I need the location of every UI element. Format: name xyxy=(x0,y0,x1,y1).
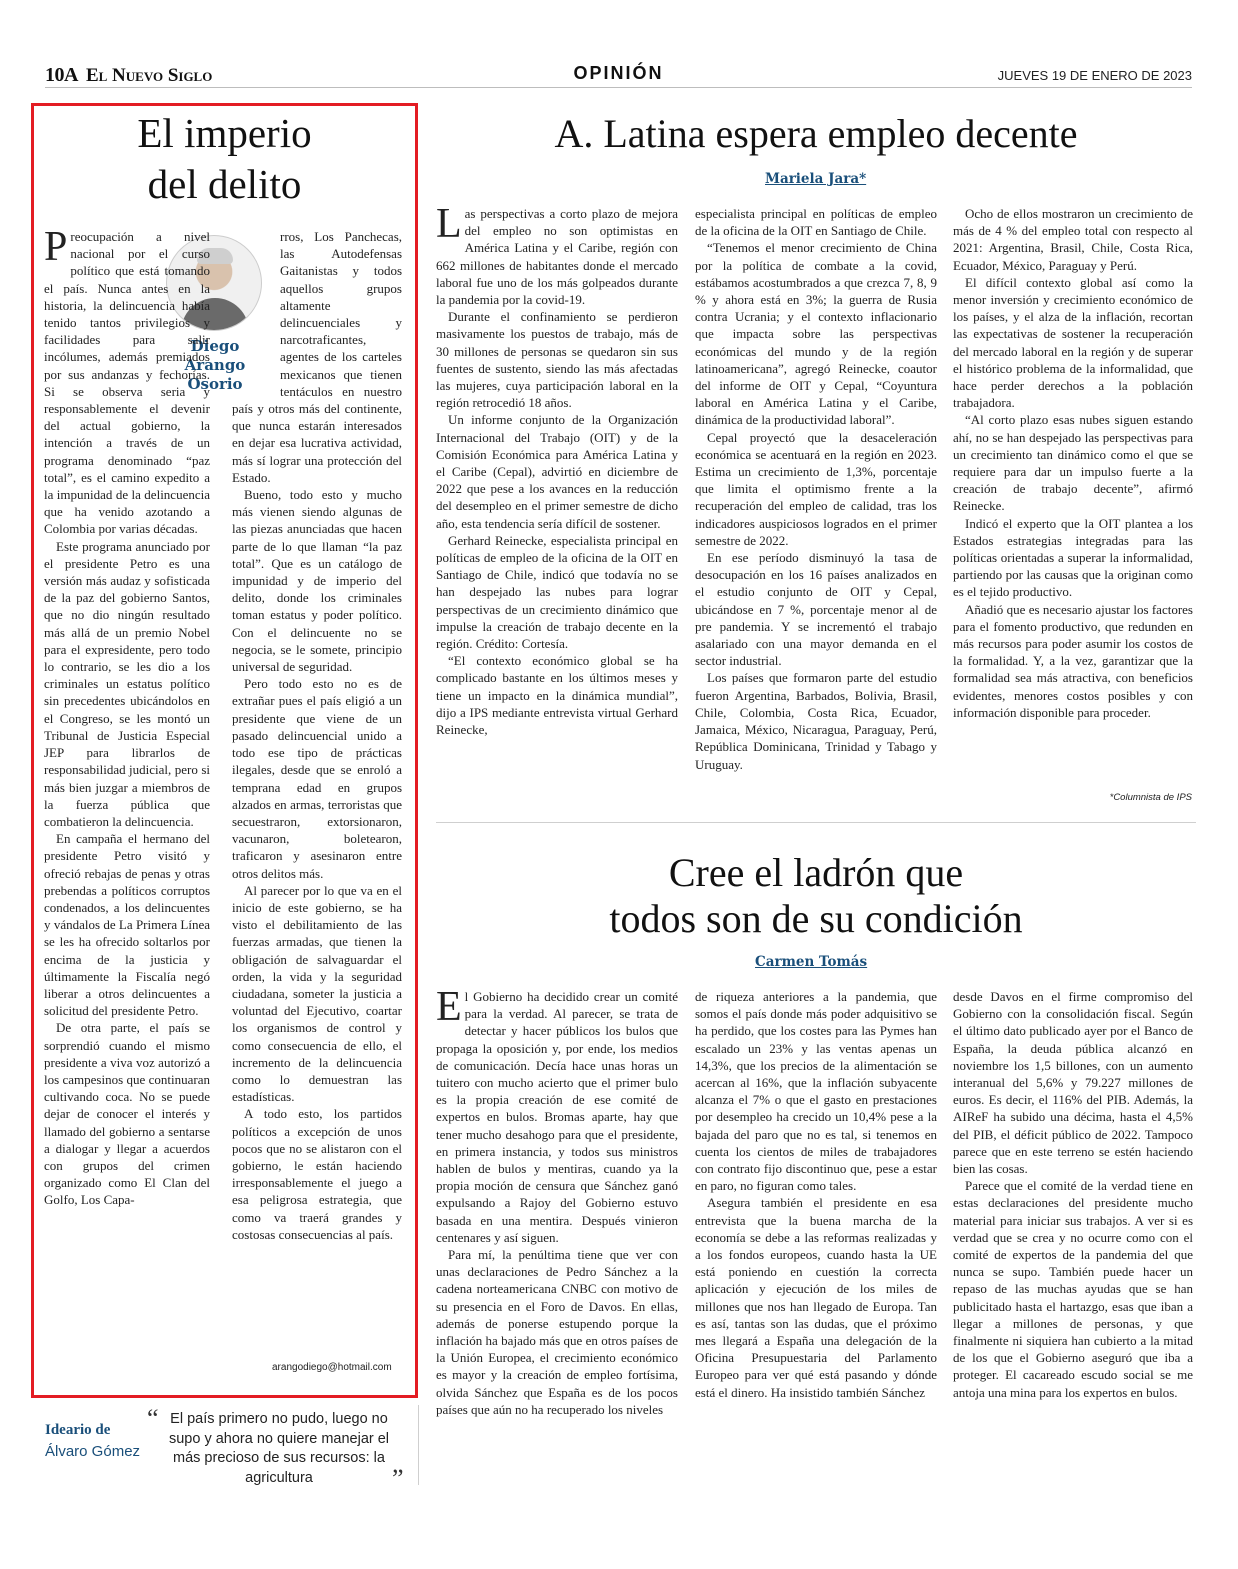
a1-col3-p3: “Al corto plazo esas nubes siguen estando ahí, no se han despejado las perspectivas para un crecimiento tan dinámico como el que se requiere para dar un impulso fuerte a la creación de trabajo decente”, afirmó Reinecke. xyxy=(953,412,1193,514)
a2-col2-p1: de riqueza anteriores a la pandemia, que somos el país donde más poder adquisitivo se ha perdido, que los costes para las Pymes han escalado un 23% y las ventas apenas un 14,3%, que los precios de la alimentación se acercan al 16%, que la inflación subyacente alcanza el 7% o que el gasto en prestaciones por desempleo ha crecido un 10,4% pese a la bajada del paro que no es tal, si tenemos en cuenta los cientos de miles de trabajadores con contrato fijo discontinuo que, pese a estar en paro, no figuran como tales. xyxy=(695,989,937,1194)
article1-col-3 xyxy=(953,205,1193,721)
section-title: OPINIÓN xyxy=(573,63,664,83)
masthead: El Nuevo Siglo xyxy=(85,65,213,86)
author-email[interactable]: arangodiego@hotmail.com xyxy=(272,1362,392,1373)
issue-date: JUEVES 19 DE ENERO DE 2023 xyxy=(997,68,1192,83)
article1-byline[interactable]: Mariela Jara* xyxy=(765,171,867,187)
left-col1-p1 xyxy=(44,224,210,538)
ideario-quote: El país primero no pudo, luego no supo y ahora no quiere manejar el más precioso de sus recursos: la agricultura xyxy=(168,1411,390,1486)
article2-title xyxy=(436,850,1196,942)
a2-col1-p2: Para mí, la penúltima tiene que ver con unas declaraciones de Pedro Sánchez a la cadena norteamericana CNBC con motivo de su presencia en el Foro de Davos. En ellas, además de ponerse estupendo porque la inflación ha bajado más que en otros países de la Unión Europea, el crecimiento económico es mayor y la creación de empleo fortísima, olvida Sánchez que España es de los pocos países que aún no ha recuperado los niveles xyxy=(436,1247,678,1417)
a2-col1-p1-text: l Gobierno ha decidido crear un comité para la verdad. Al parecer, se trata de detectar y hacer públicos los bulos que propaga la oposición y, por ende, los medios de comunicación. Decía hace unas horas un tuitero con mucho acierto que el primer bulo es la propia creación de ese comité de expertos en bulos. Bromas aparte, hay que tener mucho desahogo para que el presidente, en primera instancia, y todos sus ministros hablen de bulos y mentiras, cuando ya la propia moción de censura que Sánchez ganó expulsando a Rajoy del Gobierno estuvo basada en una mentira. Después vinieron centenares y así siguen. xyxy=(436,989,678,1245)
a1-col1-p1 xyxy=(436,201,678,308)
a1-col3-p2: El difícil contexto global así como la menor inversión y crecimiento económico de los países, y el alza de la inflación, recortan las expectativas de sostener la recuperación del mercado laboral en la región y de superar el histórico problema de la informalidad, que hace perder derechos a la población trabajadora. xyxy=(953,274,1193,411)
a1-col1-p5: “El contexto económico global se ha complicado bastante en los últimos meses y tiene un impacto en la dinámica mundial”, dijo a IPS mediante entrevista virtual Gerhard Reinecke, xyxy=(436,653,678,738)
page-header xyxy=(45,62,1192,88)
a2-col2-p2: Asegura también el presidente en esa entrevista que la buena marcha de la economía se debe a las reformas realizadas y a los fondos europeos, cuando hasta la UE está poniendo en cuestión la correcta aplicación y ejecución de los miles de millones que nos han llegado de Europa. Tan es así, tantas son las dudas, que el próximo mes llegará a España una delegación de la Oficina Presupuestaria del Parlamento Europeo para ver qué está pasando y dónde está el dinero. Ha insistido también Sánchez xyxy=(695,1195,937,1400)
a1-col2-p3: Cepal proyectó que la desaceleración económica se acentuará en la región en 2023. Estima un crecimiento de 1,3%, porcentaje que limita el optimismo frente a la recuperación del empleo de calidad, tras los indicadores auspiciosos logrados en el primer semestre de 2022. xyxy=(695,429,937,548)
quote-close-icon: ” xyxy=(392,1464,404,1493)
a1-col2-p1: especialista principal en políticas de empleo de la oficina de la OIT en Santiago de Chile. xyxy=(695,206,937,239)
left-col-1 xyxy=(44,224,210,1209)
column-title xyxy=(34,108,415,210)
quote-open-icon: “ xyxy=(147,1404,159,1433)
left-col1-p4: De otra parte, el país se sorprendió cuando el mismo presidente a viva voz autorizó a los campesinos que continuaran cultivando coca. No se puede dejar de conocer el interés y llamado del gobierno a sentarse a dialogar y llegar a acuerdos con grupos del crimen organizado como El Clan del Golfo, Los Capa- xyxy=(44,1020,210,1208)
left-col2-p3: Pero todo esto no es de extrañar pues el país eligió a un presidente que viene de un pasado delincuencial unido a todo ese tipo de prácticas ilegales, desde que se enroló a temprana edad en grupos alzados en armas, terroristas que secuestraron, extorsionaron, vacunaron, boletearon, traficaron y asesinaron entre otros delitos más. xyxy=(232,676,402,881)
column-title-line2: del delito xyxy=(147,161,302,207)
a1-col2-p2: “Tenemos el menor crecimiento de China por la política de combate a la covid, estábamos acostumbrados a que crezca 7, 8, 9 % y ahora está en 3%; la guerra de Rusia contra Ucrania; y el contexto inflacionario que impacta sobre las perspectivas económicas del mundo y de la región latinoamericana”, agregó Reinecke, coautor del informe de OIT y Cepal, “Coyuntura laboral en América Latina y el Caribe, dinámica de la productividad laboral”. xyxy=(695,240,937,428)
a1-col1-p2: Durante el confinamiento se perdieron masivamente los puestos de trabajo, más de 30 millones de personas se quedaron sin sus fuentes de sustento, siendo las más afectadas las mujeres, cuya participación laboral en la región retrocedió 18 años. xyxy=(436,309,678,411)
article2-title-line2: todos son de su condición xyxy=(609,896,1023,941)
author-name: Diego Arango Osorio xyxy=(184,337,246,393)
left-col2-p1: rros, Los Panchecas, las Autodefensas Gaitanistas y todos aquellos grupos altamente delincuenciales y narcotraficantes, agentes de los carteles mexicanos que tienen tentáculos en nuestro país y otros más del continente, que nunca estarán interesados en dejar esa lucrativa actividad, más sí lograr una protección del Estado. xyxy=(232,229,402,485)
vertical-divider xyxy=(418,1405,419,1485)
a1-col2-p4: En ese período disminuyó la tasa de desocupación en los 16 países analizados en el estudio conjunto de OIT y Cepal, ubicándose en 7 %, porcentaje menor al de pre pandemia. Y se incrementó el trabajo asalariado con una mayor demanda en el sector industrial. xyxy=(695,550,937,669)
a2-col3-p2: Parece que el comité de la verdad tiene en estas declaraciones del presidente mucho material para iniciar sus trabajos. A ver si es verdad que se crea y no ocurre como con el comité de expertos de la pandemia del que nunca se supo. También puede hacer un repaso de las muchas ayudas que se han publicitado hasta el hartazgo, esas que iban a llegar a millones de personas, y que finalmente ni siquiera han cubierto a la mitad de los que el Gobierno aseguró que iba a proteger. El cacareado escudo social se me antoja una mina para los expertos en bulos. xyxy=(953,1178,1193,1400)
dropcap: P xyxy=(44,224,68,270)
left-col1-p2: Este programa anunciado por el presidente Petro es una versión más audaz y sofisticada de la paz del gobierno Santos, que no dio ningún resultado más allá de un premio Nobel para el expresidente, pero todo lo contrario, se les dio a los criminales un estatus político sin precedentes ubicándolos en el Congreso, se les montó un Tribunal de Justicia Especial JEP para librarlos de responsabilidad judicial, pero si más bien juzgar a miembros de la fuerza pública que combatieron la delincuencia. xyxy=(44,538,210,829)
left-col1-p3: En campaña el hermano del presidente Petro visitó y ofreció rebajas de penas y otras prebendas a políticos corruptos condenados, a los delincuentes y vándalos de La Primera Línea se les ha ofrecido soltarlos por encima de la justicia y últimamente la Fiscalía negó liberar a otros delincuentes a solicitud del presidente Petro. xyxy=(44,831,210,1019)
page-number: 10A xyxy=(45,64,78,86)
article1-footnote: *Columnista de IPS xyxy=(1109,792,1192,803)
column-title-line1: El imperio xyxy=(137,110,312,156)
ideario-author: Álvaro Gómez xyxy=(45,1443,141,1460)
article-divider xyxy=(436,822,1196,823)
article2-col-3 xyxy=(953,988,1193,1401)
article1-col-2 xyxy=(695,205,937,773)
article1-title: A. Latina espera empleo decente xyxy=(554,111,1078,156)
a1-col1-p3: Un informe conjunto de la Organización Internacional del Trabajo (OIT) y de la Comisión Económica para América Latina y el Caribe (Cepal), advirtió en diciembre de 2022 que pese a los avances en la reducción del desempleo en el primer semestre de dicho año, esta tendencia sería difícil de sostener. xyxy=(436,412,678,531)
a1-col2-p5: Los países que formaron parte del estudio fueron Argentina, Barbados, Bolivia, Brasil, Chile, Colombia, Costa Rica, Ecuador, Jamaica, México, Nicaragua, Paraguay, Perú, República Dominicana, Trinidad y Tabago y Uruguay. xyxy=(695,670,937,772)
article2-title-line1: Cree el ladrón que xyxy=(668,850,964,895)
a1-col3-p4: Indicó el experto que la OIT plantea a los Estados estrategias integradas para las políticas orientadas a superar la informalidad, partiendo por las causas que la originan como es el tejido productivo. xyxy=(953,515,1193,600)
article2-byline[interactable]: Carmen Tomás xyxy=(755,954,868,970)
left-col-2 xyxy=(232,228,402,1243)
left-col2-p2: Bueno, todo esto y mucho más vienen siendo algunas de las piezas anunciadas que hacen parte de lo que llaman “la paz total”. Que es un catálogo de impunidad y de imperio del delito, donde los criminales toman estatus y poder político. Con el delincuente no se negocia, se le somete, principio universal de seguridad. xyxy=(232,487,402,675)
ideario-title: Ideario de xyxy=(45,1422,111,1438)
article2-col-2 xyxy=(695,988,937,1401)
a2-col1-p1 xyxy=(436,984,678,1246)
left-col2-p4: Al parecer por lo que va en el inicio de este gobierno, se ha visto el debilitamiento de las fuerzas armadas, que tienen la obligación de salvaguardar el orden, la vida y la seguridad ciudadana, someter la justicia a voluntad del Ejecutivo, coartar los organismos de control y como consecuencia de ello, el incremento de la delincuencia como lo demuestran las estadísticas. xyxy=(232,882,402,1105)
a2-col3-p1: desde Davos en el firme compromiso del Gobierno con la consolidación fiscal. Según el último dato publicado ayer por el Banco de España, la deuda pública alcanzó en noviembre los 1,5 billones, con un aumento interanual del 5,6% y 79.227 millones de euros. Es decir, el 116% del PIB. Además, la AIReF ha subido una décima, hasta el 4,5% del PIB, el déficit público de 2022. Tampoco parece que en este terreno se estén haciendo bien las cosas. xyxy=(953,989,1193,1177)
left-col1-p1-text: reocupación a nivel nacional por el curso político que está tomando el país. Nunca antes en la historia, la delincuencia había tenido tantos privilegios y facilidades para salir incólumes, además premiados por sus andanzas y fechorías. Si se observa seria y responsablemente el devenir del actual gobierno, la intención a través de un programa denominado “paz total”, es el camino expedito a la impunidad de la delincuencia que ha venido azotando a Colombia por varias décadas. xyxy=(44,229,210,537)
article2-col-1 xyxy=(436,984,678,1418)
a1-col1-p4: Gerhard Reinecke, especialista principal en políticas de empleo de la oficina de la OIT en Santiago de Chile, indicó que todavía no se han despejado las nubes para lograr perspectivas de un crecimiento dinámico que impulse la creación de trabajo decente en la región. Crédito: Cortesía. xyxy=(436,532,678,652)
article1-col-1 xyxy=(436,201,678,738)
a1-col3-p5: Añadió que es necesario ajustar los factores para el fomento productivo, que redunden en más recursos para poder asumir los costos de la formalidad. Y, a la vez, garantizar que la formalidad sea más atractiva, con beneficios evidentes, menores costos posibles y con información disponible para proceder. xyxy=(953,601,1193,720)
a2-dropcap: E xyxy=(436,984,462,1030)
left-col2-p5: A todo esto, los partidos políticos a excepción de unos pocos que no se alistaron con el gobierno, le están haciendo irresponsablemente el juego a esa peligrosa estrategia, que como va traerá grandes y costosas consecuencias al país. xyxy=(232,1106,402,1242)
a1-dropcap: L xyxy=(436,201,462,247)
a1-col1-p1-text: as perspectivas a corto plazo de mejora del empleo no son optimistas en América Latina y el Caribe, región con 662 millones de habitantes donde el mercado laboral fue uno de los más golpeados durante la pandemia por la covid-19. xyxy=(436,206,678,308)
a1-col3-p1: Ocho de ellos mostraron un crecimiento de más de 4 % del empleo total con respecto al 2021: Argentina, Brasil, Chile, Costa Rica, Ecuador, México, Paraguay y Perú. xyxy=(953,206,1193,273)
